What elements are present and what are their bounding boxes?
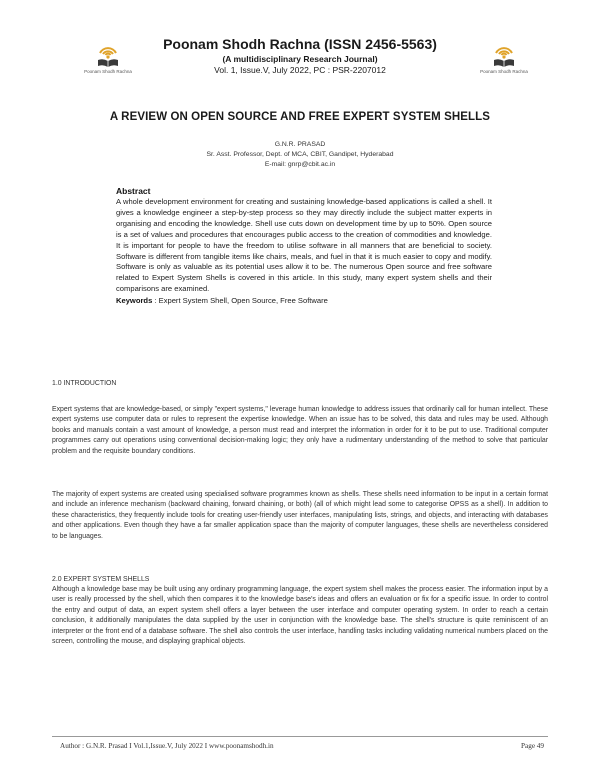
keywords-line <box>116 295 492 306</box>
section-heading-expert-system-shells: 2.0 EXPERT SYSTEM SHELLS <box>52 576 150 583</box>
abstract-heading: Abstract <box>116 186 151 196</box>
abstract-text: A whole development environment for creating and sustaining knowledge-based applications is called a shell. It gives a knowledge engineer a step-by-step process so they may directly include the subject matter experts in organising and encoding the knowledge. Shell use cuts down on development time by up to 50%. Open source is a set of values and procedures that encourages public access to the creation of commodities and knowledge. It is important for people to have the freedom to utilise software in all manners that are beneficial to society. Software is different from tangible items like chairs, meals, and fuel in that it is much easier to copy and modify. Software is only as valuable as its potential uses allow it to be. The numerous Open source and free software related to Expert System Shells is covered in this article. In this study, many expert system shells and their comparisons are examined. <box>116 197 492 294</box>
intro-paragraph-2: The majority of expert systems are created using specialised software programmes known as shells. These shells need information to be input in a certain format and include an inference mechanism (backward chaining, forward chaining, or both) (all of which might lead some to categorise OPSS as a shell). In addition to these characteristics, they frequently include tools for creating user-friendly user interfaces, manipulating lists, strings, and objects, and interacting with databases and other applications. Even though they have a far smaller application space than the majority of computer languages, these shells are nevertheless considered to be languages. <box>52 491 548 540</box>
journal-subtitle: (A multidisciplinary Research Journal) <box>222 54 378 64</box>
author-name: G.N.R. PRASAD <box>274 141 326 148</box>
footer-divider <box>52 736 548 737</box>
footer-author-info: Author : G.N.R. Prasad I Vol.1,Issue.V, July 2022 I www.poonamshodh.in <box>60 742 274 750</box>
journal-title: Poonam Shodh Rachna (ISSN 2456-5563) <box>163 36 437 52</box>
abstract-section <box>116 186 492 306</box>
author-affiliation: Sr. Asst. Professor, Dept. of MCA, CBIT, Gandipet, Hyderabad <box>206 151 394 158</box>
keywords-label: Keywords <box>116 296 153 306</box>
section-heading-introduction: 1.0 INTRODUCTION <box>52 380 117 387</box>
shells-paragraph-1: Although a knowledge base may be built using any ordinary programming language, the expert system shell makes the process easier. The information input by a user is really processed by the shell, which then compares it to the knowledge base's ideas and offers an evaluation or fix for a specific issue. In order to control the entry and output of data, an expert system shell offers a layer between the user interface and computer operating system. In order to reach a certain conclusion, it additionally manipulates the data supplied by the user in conjunction with the knowledge base. The shell's structure is quite reminiscent of an interpreter or the front end of a database software. The shell also controls the user interface, handling tasks including validating numerical numbers placed on the screen, controlling the mouse, and displaying graphical objects. <box>52 586 548 646</box>
paper-title: A REVIEW ON OPEN SOURCE AND FREE EXPERT SYSTEM SHELLS <box>109 111 491 123</box>
journal-logo-left <box>80 44 136 74</box>
journal-masthead <box>140 36 460 76</box>
intro-paragraph-1: Expert systems that are knowledge-based, or simply "expert systems," leverage human knowledge to address issues that ordinarily call for human intellect. These expert systems use computer data or rules to represent the expertise knowledge. When an issue has to be solved, this data and rules may be used. Although books and manuals contain a vast amount of knowledge, a person must read and interpret the information in order for it to be put to use. Traditional computer programmes carry out operations using conventional decision-making logic; they only have a rudimentary understanding of the method to solve that particular problem and the requisite boundary conditions. <box>52 406 548 455</box>
author-block <box>150 140 450 170</box>
logo-caption: Poonam Shodh Rachna <box>480 69 528 74</box>
keywords-list: : Expert System Shell, Open Source, Free Software <box>152 296 328 306</box>
journal-volume-line: Vol. 1, Issue.V, July 2022, PC : PSR-2207012 <box>214 65 386 75</box>
wifi-book-logo-icon <box>491 44 517 68</box>
logo-caption: Poonam Shodh Rachna <box>84 69 132 74</box>
journal-logo-right <box>476 44 532 74</box>
page-number: Page 49 <box>521 742 544 750</box>
author-email: E-mail: gnrp@cbit.ac.in <box>264 161 336 168</box>
wifi-book-logo-icon <box>95 44 121 68</box>
